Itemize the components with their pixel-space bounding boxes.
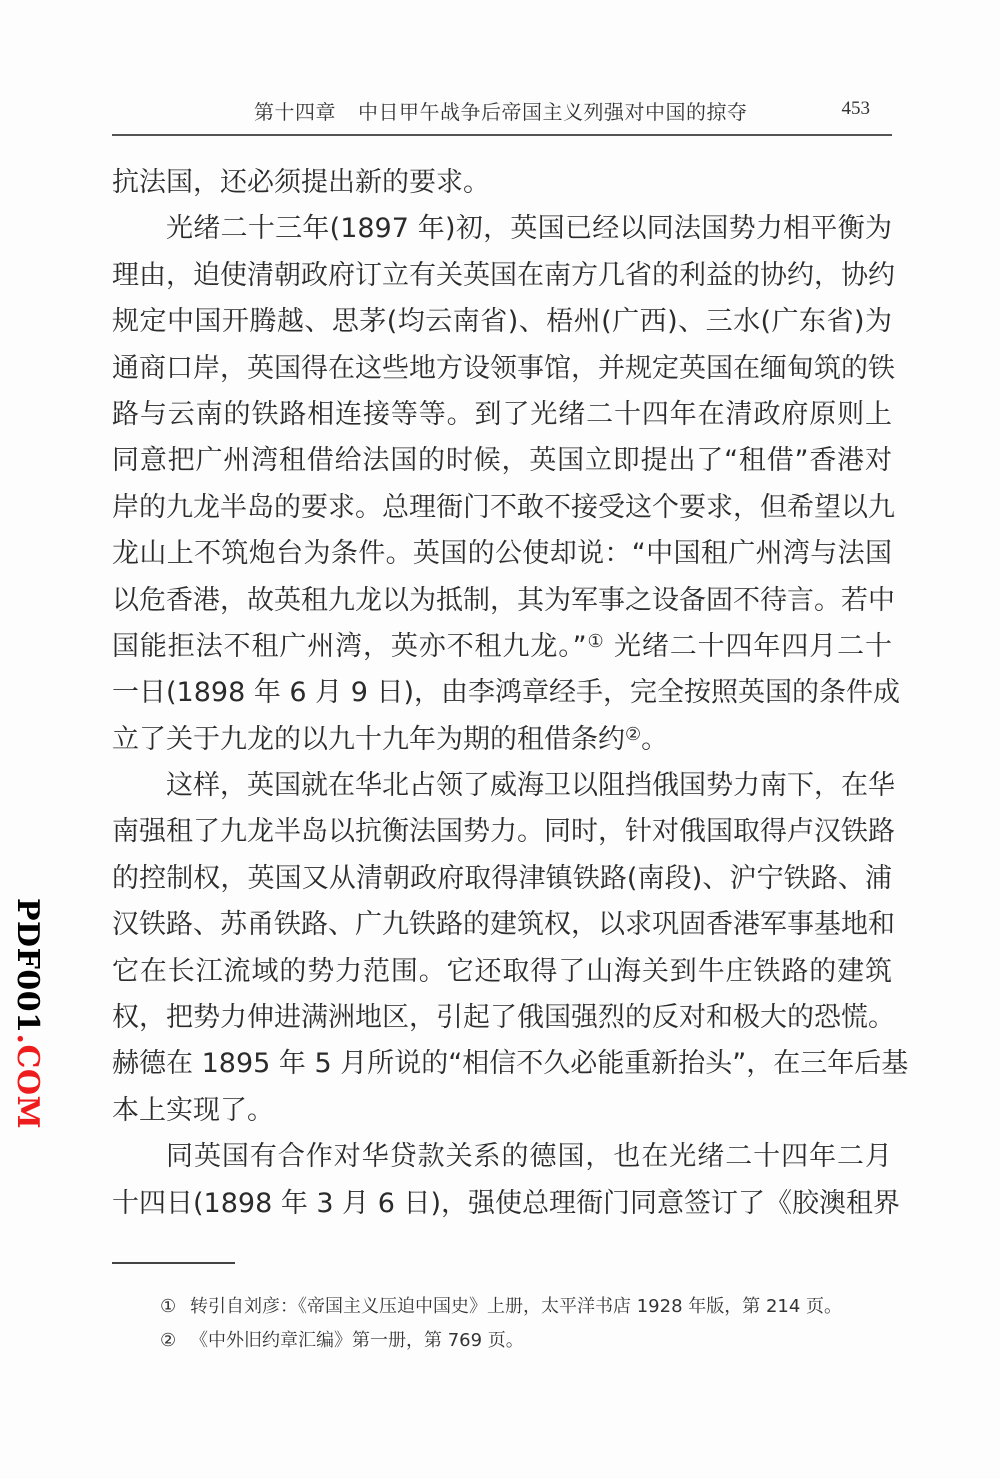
text-line [112, 624, 892, 670]
line-text: 同英国有合作对华贷款关系的德国，也在光绪二十四年二月 [166, 1141, 892, 1173]
line-text: 的控制权，英国又从清朝政府取得津镇铁路(南段)、沪宁铁路、浦 [112, 862, 892, 894]
text-line [112, 717, 892, 763]
text-line [112, 531, 892, 577]
text-line [112, 1134, 892, 1180]
line-text: 龙山上不筑炮台为条件。英国的公使却说：“中国租广州湾与法国 [112, 538, 892, 570]
text-line [112, 253, 895, 299]
line-text: 它在长江流域的势力范围。它还取得了山海关到牛庄铁路的建筑 [112, 955, 892, 987]
line-text: 抗法国，还必须提出新的要求。 [112, 167, 490, 198]
line-text: 本上实现了。 [112, 1094, 274, 1126]
line-text: 立了关于九龙的以九十九年为期的租借条约 [112, 723, 625, 755]
text-line [112, 299, 892, 345]
text-line [112, 763, 895, 809]
line-text: 。 [641, 723, 669, 755]
text-line [112, 160, 892, 206]
line-text: 南强租了九龙半岛以抗衡法国势力。同时，针对俄国取得卢汉铁路 [112, 816, 895, 848]
line-text: 权，把势力伸进满洲地区，引起了俄国强烈的反对和极大的恐慌。 [112, 1002, 895, 1034]
line-text: 这样，英国就在华北占领了威海卫以阻挡俄国势力南下，在华 [166, 770, 895, 802]
watermark-text [10, 898, 44, 1129]
running-header [112, 96, 892, 130]
text-line [112, 902, 895, 948]
page-number: 453 [841, 98, 870, 119]
text-line [112, 206, 892, 252]
footnote-1 [160, 1290, 900, 1324]
chapter-title: 中日甲午战争后帝国主义列强对中国的掠夺 [358, 100, 748, 124]
line-text: 通商口岸，英国得在这些地方设领事馆，并规定英国在缅甸筑的铁 [112, 352, 895, 384]
line-text: 光绪二十四年四月二十 [604, 630, 892, 662]
text-line [112, 809, 895, 855]
footnote-ref-2[interactable]: ② [625, 723, 642, 745]
watermark-part2: .COM [10, 1033, 45, 1130]
line-text: 十四日(1898 年 3 月 6 日)，强使总理衙门同意签订了《胶澳租界 [112, 1187, 901, 1219]
line-text: 赫德在 1895 年 5 月所说的“相信不久必能重新抬头”，在三年后基 [112, 1048, 909, 1080]
text-line [112, 1041, 909, 1087]
footnote-marker: ① [160, 1296, 177, 1317]
text-line [112, 949, 892, 995]
text-line [112, 578, 895, 624]
text-line [112, 485, 895, 531]
text-line [112, 856, 892, 902]
text-line [112, 1088, 892, 1134]
line-text: 国能拒法不租广州湾，英亦不租九龙。” [112, 630, 587, 662]
text-line [112, 995, 895, 1041]
running-title [254, 96, 748, 125]
line-text: 理由，迫使清朝政府订立有关英国在南方几省的利益的协约，协约 [112, 259, 895, 291]
footnotes [160, 1290, 900, 1358]
footnote-ref-1[interactable]: ① [586, 630, 605, 652]
watermark-part1: PDF001 [10, 898, 45, 1034]
text-line [112, 346, 895, 392]
line-text: 以危香港，故英租九龙以为抵制，其为军事之设备固不待言。若中 [112, 584, 895, 616]
text-line [112, 392, 892, 438]
line-text: 光绪二十三年(1897 年)初，英国已经以同法国势力相平衡为 [166, 213, 892, 245]
header-rule [112, 134, 892, 136]
watermark [8, 898, 45, 1130]
footnote-text: 《中外旧约章汇编》第一册，第 769 页。 [190, 1330, 524, 1351]
text-line [112, 438, 892, 484]
line-text: 同意把广州湾租借给法国的时候，英国立即提出了“租借”香港对 [112, 445, 892, 477]
line-text: 岸的九龙半岛的要求。总理衙门不敢不接受这个要求，但希望以九 [112, 491, 895, 523]
text-line [112, 670, 901, 716]
text-line [112, 1181, 901, 1227]
footnote-2 [160, 1324, 900, 1358]
footnote-rule [112, 1262, 235, 1264]
chapter-label: 第十四章 [254, 100, 336, 124]
line-text: 规定中国开腾越、思茅(均云南省)、梧州(广西)、三水(广东省)为 [112, 306, 892, 338]
line-text: 路与云南的铁路相连接等等。到了光绪二十四年在清政府原则上 [112, 398, 892, 430]
line-text: 汉铁路、苏甬铁路、广九铁路的建筑权，以求巩固香港军事基地和 [112, 909, 895, 941]
footnote-marker: ② [160, 1330, 177, 1351]
footnote-text: 转引自刘彦：《帝国主义压迫中国史》上册，太平洋书店 1928 年版，第 214 页。 [190, 1296, 843, 1317]
body-text [112, 160, 909, 1227]
line-text: 一日(1898 年 6 月 9 日)，由李鸿章经手，完全按照英国的条件成 [112, 677, 901, 709]
